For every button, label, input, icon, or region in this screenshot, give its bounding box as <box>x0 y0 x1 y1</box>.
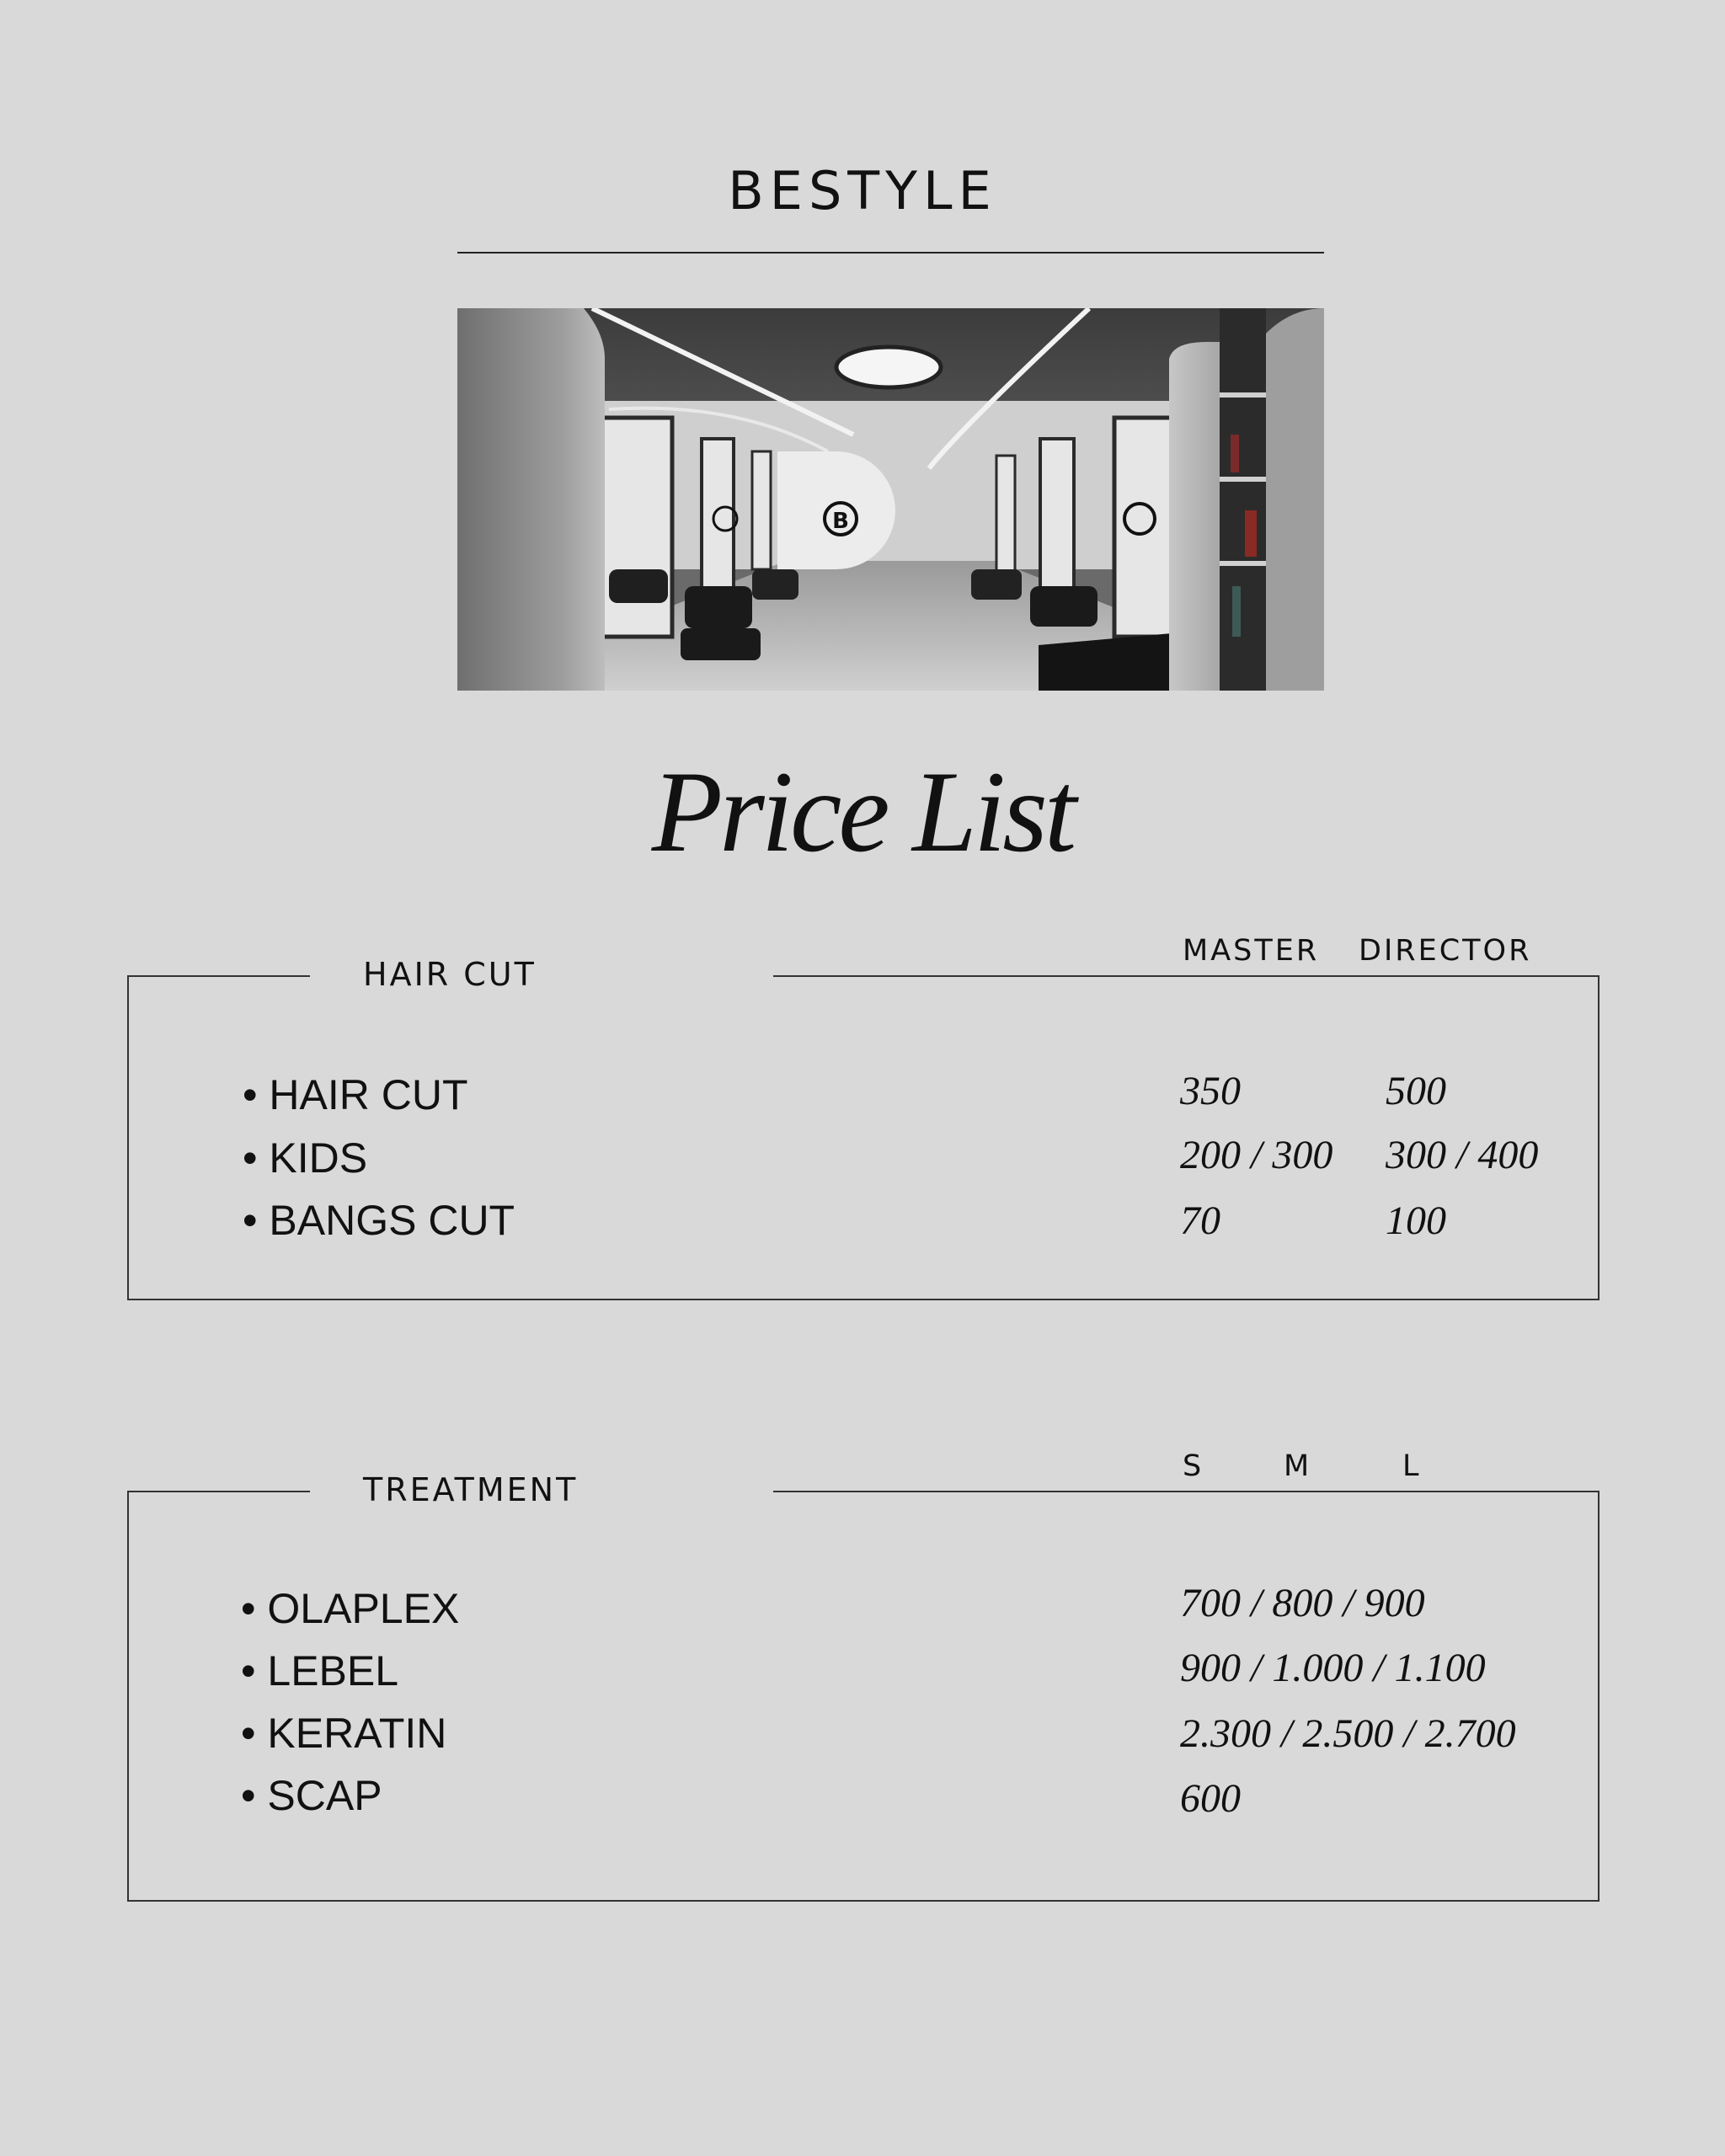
page-title: Price List <box>651 747 1074 876</box>
header-divider <box>457 252 1324 253</box>
price-master: 350 <box>1180 1069 1241 1113</box>
price-sml: 600 <box>1180 1776 1241 1821</box>
section-treatment <box>127 1450 1598 1905</box>
price-director: 300 / 400 <box>1386 1133 1539 1177</box>
list-item: • KIDS <box>243 1134 368 1182</box>
column-header-m: M <box>1284 1449 1312 1483</box>
column-header-master: MASTER <box>1183 934 1320 968</box>
box-frame <box>127 1491 1599 1902</box>
logo-letter: B <box>832 509 849 534</box>
section-label: HAIR CUT <box>363 956 537 993</box>
list-item: • LEBEL <box>241 1647 399 1694</box>
column-header-director: DIRECTOR <box>1359 934 1532 968</box>
salon-interior-photo <box>457 308 1324 691</box>
price-sml: 900 / 1.000 / 1.100 <box>1180 1646 1486 1690</box>
list-item: • OLAPLEX <box>241 1585 460 1632</box>
price-director: 100 <box>1386 1198 1446 1243</box>
price-sml: 2.300 / 2.500 / 2.700 <box>1180 1711 1516 1756</box>
column-header-s: S <box>1183 1449 1204 1483</box>
price-master: 70 <box>1180 1198 1220 1243</box>
list-item: • KERATIN <box>241 1710 447 1757</box>
section-hair-cut <box>127 935 1598 1339</box>
column-header-l: L <box>1402 1449 1422 1483</box>
brand-name: BESTYLE <box>728 160 997 221</box>
price-master: 200 / 300 <box>1180 1133 1333 1177</box>
section-label: TREATMENT <box>363 1471 579 1508</box>
list-item: • SCAP <box>241 1772 382 1819</box>
price-director: 500 <box>1386 1069 1446 1113</box>
list-item: • BANGS CUT <box>243 1197 515 1244</box>
price-sml: 700 / 800 / 900 <box>1180 1581 1425 1625</box>
list-item: • HAIR CUT <box>243 1071 468 1118</box>
